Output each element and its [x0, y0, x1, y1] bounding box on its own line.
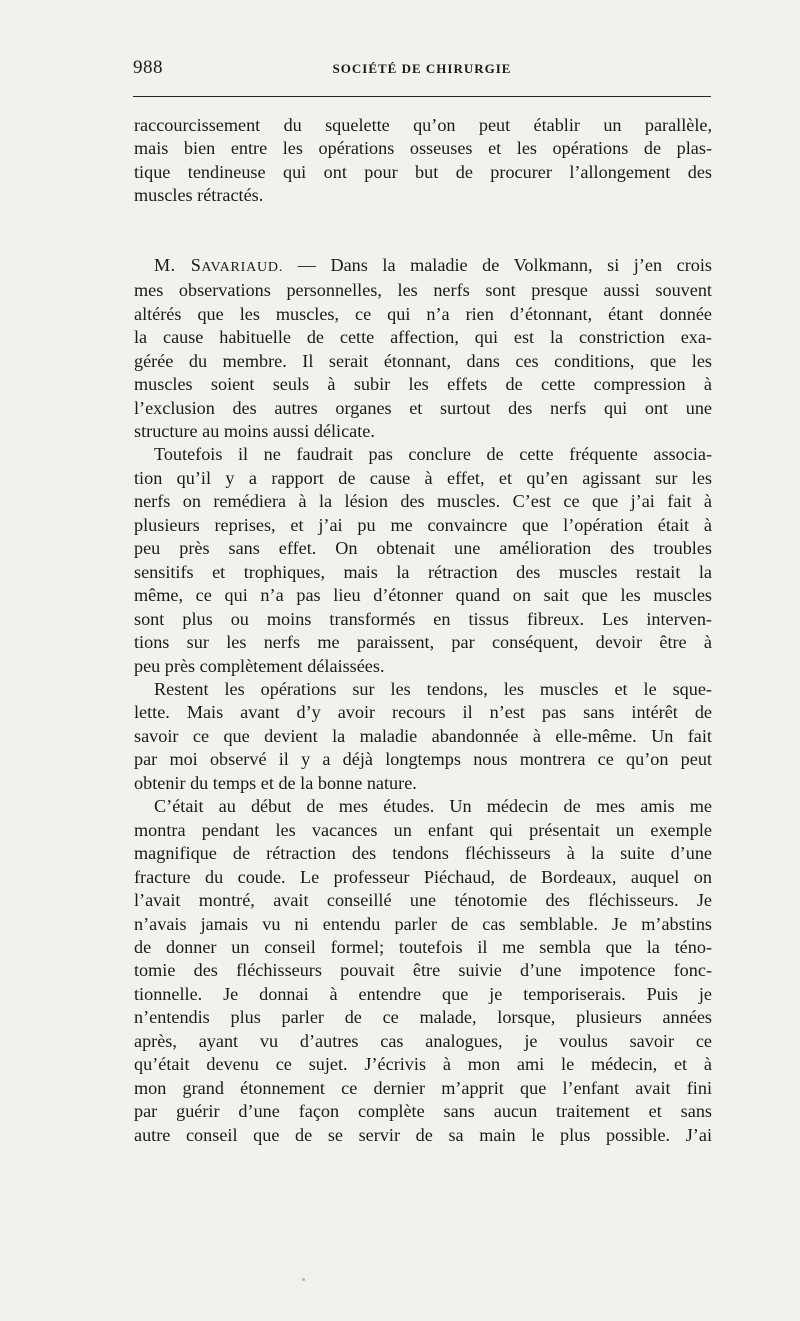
text-line: par guérir d’une façon complète sans aucun traitement et sans — [134, 1101, 712, 1122]
text-line: nerfs on remédiera à la lésion des muscles. C’est ce que j’ai fait à — [134, 491, 712, 512]
text-line: Restent les opérations sur les tendons, les muscles et le sque- — [154, 678, 712, 699]
text-line: de donner un conseil formel; toutefois il me sembla que la téno- — [134, 936, 712, 957]
text-line: n’avais jamais vu ni entendu parler de cas semblable. Je m’abstins — [134, 913, 712, 934]
text-line: altérés que les muscles, ce qui n’a rien d’étonnant, étant donnée — [134, 303, 712, 324]
text-line: autre conseil que de se servir de sa main le plus possible. J’ai — [134, 1124, 712, 1145]
text-line: sont plus ou moins transformés en tissus fibreux. Les interven- — [134, 608, 712, 629]
text-line: Toutefois il ne faudrait pas conclure de cette fréquente associa- — [154, 444, 712, 465]
body-text — [134, 114, 712, 1147]
text-line: M. SAVARIAUD. — Dans la maladie de Volkmann, si j’en crois — [154, 254, 712, 275]
text-line: savoir ce que devient la maladie abandonnée à elle-même. Un fait — [134, 725, 712, 746]
text-line: magnifique de rétraction des tendons fléchisseurs à la suite d’une — [134, 843, 712, 864]
speaker-name: M. SAVARIAUD. — [154, 254, 284, 275]
text-line: tionnelle. Je donnai à entendre que je temporiserais. Puis je — [134, 983, 712, 1004]
text-line: muscles soient seuls à subir les effets de cette compression à — [134, 374, 712, 395]
text-line: peu près sans effet. On obtenait une amélioration des troubles — [134, 538, 712, 559]
text-line: tomie des fléchisseurs pouvait être suivie d’une impotence fonc- — [134, 960, 712, 981]
paragraph-1 — [134, 114, 712, 208]
text-line: tion qu’il y a rapport de cause à effet, et qu’en agissant sur les — [134, 467, 712, 488]
text-line: mais bien entre les opérations osseuses et les opérations de plas- — [134, 138, 712, 159]
text-line: raccourcissement du squelette qu’on peut établir un parallèle, — [134, 115, 712, 135]
text-line: après, ayant vu d’autres cas analogues, je voulus savoir ce — [134, 1030, 712, 1051]
running-title: SOCIÉTÉ DE CHIRURGIE — [332, 61, 512, 76]
text-line: même, ce qui n’a pas lieu d’étonner quand on sait que les muscles — [134, 585, 712, 606]
page-number: 988 — [133, 57, 163, 78]
text-line: montra pendant les vacances un enfant qui présentait un exemple — [134, 819, 712, 840]
text-line: par moi observé il y a déjà longtemps nous montrera ce qu’on peut — [134, 749, 712, 770]
text-line: la cause habituelle de cette affection, qui est la constriction exa- — [134, 327, 712, 348]
text-line: l’exclusion des autres organes et surtout des nerfs qui ont une — [134, 397, 712, 418]
text-line: l’avait montré, avait conseillé une ténotomie des fléchisseurs. Je — [134, 890, 712, 911]
text-line: muscles rétractés. — [134, 185, 264, 206]
text-line: tique tendineuse qui ont pour but de procurer l’allongement des — [134, 161, 712, 182]
text-line: tions sur les nerfs me paraissent, par conséquent, devoir être à — [134, 632, 712, 653]
text-line: structure au moins aussi délicate. — [134, 420, 375, 441]
page-header — [133, 57, 711, 85]
text-line: sensitifs et trophiques, mais la rétraction des muscles restait la — [134, 561, 712, 582]
text-line: lette. Mais avant d’y avoir recours il n’est pas sans intérêt de — [134, 702, 712, 723]
paragraph-2 — [134, 254, 712, 444]
paragraph-3 — [134, 443, 712, 678]
text-line: obtenir du temps et de la bonne nature. — [134, 772, 417, 793]
text-line: qu’était devenu ce sujet. J’écrivis à mon ami le médecin, et à — [134, 1054, 712, 1075]
text-line: plusieurs reprises, et j’ai pu me convaincre que l’opération était à — [134, 514, 712, 535]
paper-speck — [302, 1278, 305, 1281]
text-line: peu près complètement délaissées. — [134, 655, 385, 676]
paragraph-gap — [134, 208, 712, 254]
text-line: C’était au début de mes études. Un médecin de mes amis me — [154, 796, 712, 817]
text-line: mon grand étonnement ce dernier m’apprit que l’enfant avait fini — [134, 1077, 712, 1098]
text-line: mes observations personnelles, les nerfs sont presque aussi souvent — [134, 280, 712, 301]
paragraph-5 — [134, 795, 712, 1147]
text-line: fracture du coude. Le professeur Piéchaud, de Bordeaux, auquel on — [134, 866, 712, 887]
text-line: gérée du membre. Il serait étonnant, dans ces conditions, que les — [134, 350, 712, 371]
paragraph-4 — [134, 678, 712, 795]
header-rule — [133, 96, 711, 97]
text-line: n’entendis plus parler de ce malade, lorsque, plusieurs années — [134, 1007, 712, 1028]
